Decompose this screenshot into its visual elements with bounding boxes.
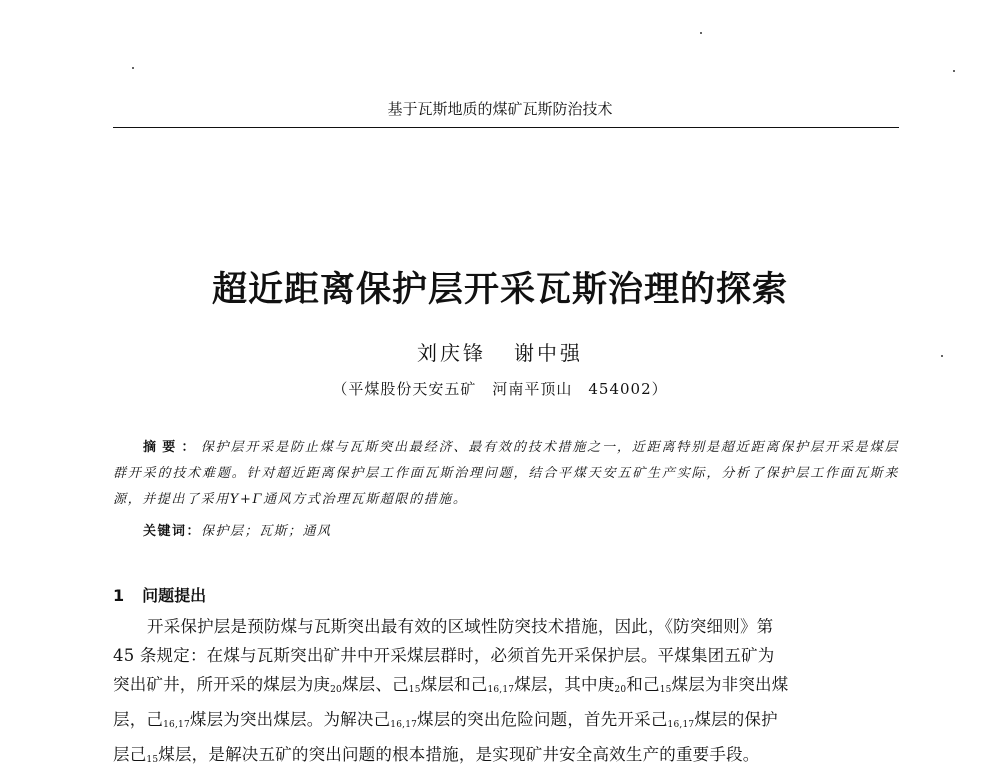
- body-line: [113, 705, 899, 740]
- text-run: 层己: [113, 745, 147, 764]
- keywords-label: 关键词：: [143, 524, 202, 539]
- running-header: 基于瓦斯地质的煤矿瓦斯防治技术: [387, 100, 613, 118]
- subscript: 16,17: [163, 720, 190, 730]
- subscript: 20: [330, 685, 342, 695]
- text-run: 45 条规定：在煤与瓦斯突出矿井中开采煤层群时，必须首先开采保护层。平煤集团五矿为: [113, 646, 775, 665]
- text-run: 开采保护层是预防煤与瓦斯突出最有效的区域性防突技术措施，因此，《防突细则》第: [147, 617, 774, 636]
- body-line: [113, 740, 899, 775]
- body-line: [113, 641, 899, 670]
- body-paragraph: [113, 612, 899, 775]
- text-run: 煤层为非突出煤: [671, 675, 789, 694]
- text-run: 煤层，是解决五矿的突出问题的根本措施，是实现矿井安全高效生产的重要手段。: [158, 745, 760, 764]
- subscript: 16,17: [487, 685, 515, 695]
- section-title: 问题提出: [142, 586, 207, 605]
- abstract-label: 摘要：: [143, 440, 201, 455]
- text-run: 煤层，其中庚: [514, 675, 615, 694]
- scan-speck: [953, 70, 955, 72]
- keywords: [143, 520, 332, 539]
- text-run: 和己: [626, 675, 660, 694]
- text-run: 煤层的保护: [694, 710, 778, 729]
- abstract-text: 保护层开采是防止煤与瓦斯突出最经济、最有效的技术措施之一，近距离特别是超近距离保护层开采是煤层群开采的技术难题。针对超近距离保护层工作面瓦斯治理问题，结合平煤天安五矿生产实际，分析了保护层工作面瓦斯来源，并提出了采用Y+Γ通风方式治理瓦斯超限的措施。: [113, 440, 899, 507]
- subscript: 15: [146, 755, 159, 765]
- keywords-text: 保护层；瓦斯；通风: [201, 524, 332, 539]
- author-list: [0, 337, 1000, 366]
- text-run: 突出矿井，所开采的煤层为庚: [113, 675, 331, 694]
- paper-title: 超近距离保护层开采瓦斯治理的探索: [211, 270, 788, 310]
- scan-speck: [132, 67, 134, 69]
- subscript: 16,17: [667, 720, 695, 730]
- author-affiliation: （平煤股份天安五矿 河南平顶山 454002）: [332, 380, 668, 398]
- scan-speck: [700, 32, 702, 34]
- subscript: 16,17: [390, 720, 418, 730]
- text-run: 煤层为突出煤层。为解决己: [189, 710, 391, 729]
- text-run: 层，己: [113, 710, 164, 729]
- text-run: 煤层和己: [420, 675, 488, 694]
- subscript: 15: [408, 685, 421, 695]
- subscript: 20: [614, 685, 627, 695]
- abstract: [113, 435, 899, 513]
- author-name: 刘庆锋: [417, 341, 486, 365]
- subscript: 15: [659, 685, 672, 695]
- scan-speck: [941, 355, 943, 357]
- body-line: [113, 612, 899, 641]
- text-run: 煤层、己: [341, 675, 409, 694]
- header-rule: [113, 127, 899, 128]
- author-name: 谢中强: [514, 341, 583, 365]
- text-run: 煤层的突出危险问题，首先开采己: [417, 710, 668, 729]
- body-line: [113, 670, 899, 705]
- section-heading: [113, 583, 206, 606]
- section-number: 1: [113, 586, 125, 605]
